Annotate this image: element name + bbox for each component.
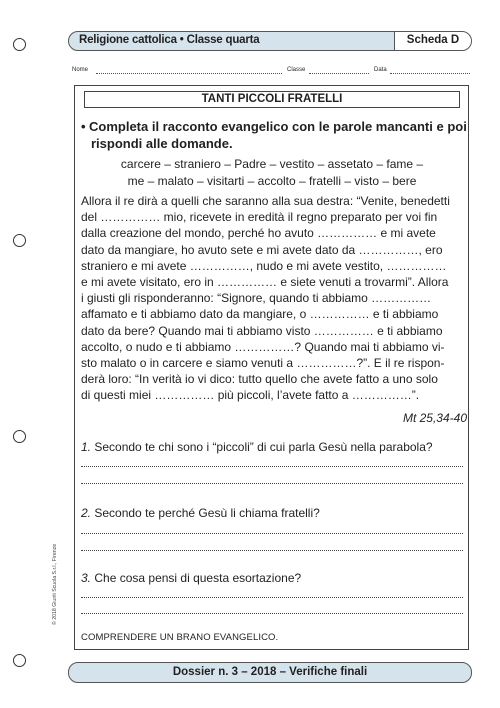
answer-line[interactable] <box>81 597 463 598</box>
passage-line: derà loro: “In verità io vi dico: tutto quello che avete fatto a uno solo <box>81 372 438 387</box>
footer-bar: Dossier n. 3 – 2018 – Verifiche finali <box>68 662 472 683</box>
question-number: 2. <box>81 506 92 520</box>
data-field[interactable] <box>390 67 470 74</box>
binder-hole-middle <box>13 234 26 247</box>
answer-line[interactable] <box>81 533 463 534</box>
classe-label: Classe <box>287 67 306 73</box>
instruction <box>81 118 471 152</box>
worksheet-title: TANTI PICCOLI FRATELLI <box>84 91 460 108</box>
question-number: 3. <box>81 571 92 585</box>
word-bank-line: carcere – straniero – Padre – vestito – assetato – fame – <box>120 157 424 171</box>
passage-line: Allora il re dirà a quelli che saranno alla sua destra: “Venite, benedetti <box>81 194 450 208</box>
question-2 <box>81 506 466 520</box>
passage-line: i giusti gli risponderanno: “Signore, quando ti abbiamo …………… <box>81 291 432 306</box>
word-bank <box>84 156 460 190</box>
nome-label: Nome <box>72 67 89 73</box>
gospel-passage <box>81 193 466 404</box>
passage-line: dalla creazione del mondo, perché ho avuto …………… e mi avete <box>81 226 436 241</box>
answer-line[interactable] <box>81 466 463 467</box>
passage-line: e mi avete visitato, ero in …………… e siete venuti a trovarmi”. Allora <box>81 275 449 290</box>
answer-line[interactable] <box>81 550 463 551</box>
subject-label: Religione cattolica • Classe quarta <box>79 34 260 46</box>
passage-line: dato da mangiare, ho avuto sete e mi avete dato da ……………, ero <box>81 242 443 257</box>
binder-hole-lower <box>13 430 26 443</box>
passage-line: dato da bere? Quando mai ti abbiamo visto …………… e ti abbiamo <box>81 323 443 338</box>
binder-hole-bottom <box>13 654 26 667</box>
question-text: Secondo te chi sono i “piccoli” di cui parla Gesù nella parabola? <box>94 440 433 454</box>
scheda-label: Scheda D <box>394 32 471 50</box>
question-text: Che cosa pensi di questa esortazione? <box>94 571 302 585</box>
data-label: Data <box>374 67 387 73</box>
answer-line[interactable] <box>81 613 463 614</box>
bible-citation: Mt 25,34-40 <box>402 411 467 425</box>
question-number: 1. <box>81 440 92 454</box>
passage-line: affamato e ti abbiamo dato da mangiare, o …………… e ti abbiamo <box>81 307 439 322</box>
passage-line: di questi miei …………… più piccoli, l’avete fatto a ……………”. <box>81 388 420 403</box>
bullet-icon: • <box>81 119 86 134</box>
passage-line: del …………… mio, ricevete in eredità il regno preparato per voi fin <box>81 210 438 225</box>
passage-line: straniero e mi avete ……………, nudo e mi avete vestito, …………… <box>81 258 447 273</box>
answer-line[interactable] <box>81 483 463 484</box>
passage-line: sto malato o in carcere e siamo venuti a ……………?”. E il re rispon- <box>81 356 445 371</box>
copyright-notice: © 2018 Giunti Scuola S.r.l., Firenze <box>52 543 58 625</box>
question-1 <box>81 440 466 454</box>
student-fields <box>72 67 472 77</box>
header-bar <box>68 31 472 51</box>
binder-hole-top <box>13 38 26 51</box>
passage-line: accolto, o nudo e ti abbiamo ……………? Quando mai ti abbiamo vi- <box>81 339 445 354</box>
skill-note: COMPRENDERE UN BRANO EVANGELICO. <box>81 632 279 643</box>
question-3 <box>81 571 466 585</box>
nome-field[interactable] <box>96 67 282 74</box>
instruction-text: Completa il racconto evangelico con le parole mancanti e poi rispondi alle domande. <box>89 119 467 151</box>
classe-field[interactable] <box>309 67 369 74</box>
question-text: Secondo te perché Gesù li chiama fratelli? <box>94 506 320 520</box>
word-bank-line: me – malato – visitarti – accolto – fratelli – visto – bere <box>127 174 417 188</box>
